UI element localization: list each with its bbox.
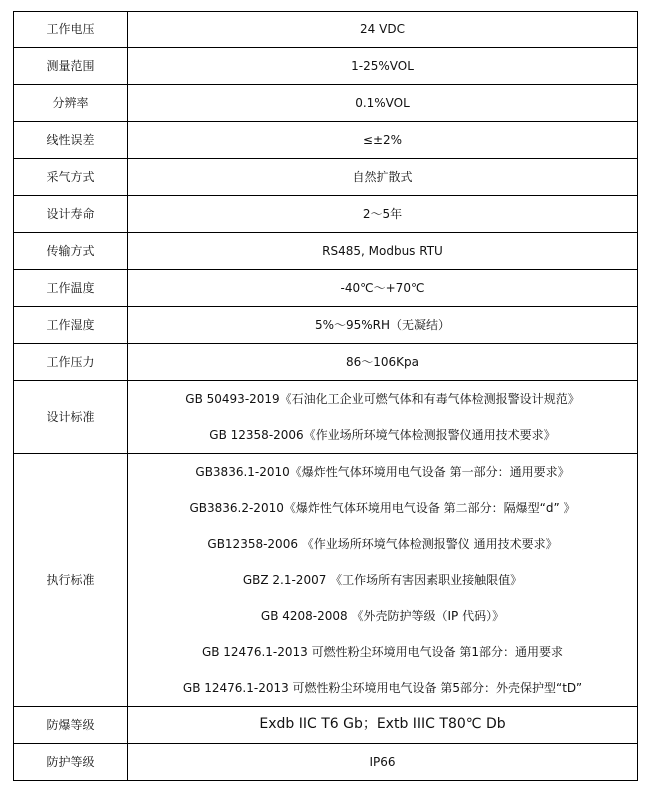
table-row bbox=[14, 122, 638, 159]
row-value: 2～5年 bbox=[128, 196, 638, 233]
standard-line: GB 12476.1-2013 可燃性粉尘环境用电气设备 第5部分：外壳保护型“tD” bbox=[182, 680, 583, 695]
row-value: -40℃～+70℃ bbox=[128, 270, 638, 307]
row-label: 工作压力 bbox=[14, 344, 128, 381]
row-label: 执行标准 bbox=[14, 454, 128, 707]
row-value: 0.1%VOL bbox=[128, 85, 638, 122]
row-label: 防护等级 bbox=[14, 744, 128, 781]
row-value: 自然扩散式 bbox=[128, 159, 638, 196]
standard-line: GB 50493-2019《石油化工企业可燃气体和有毒气体检测报警设计规范》 bbox=[185, 391, 580, 406]
standard-line: GB 12476.1-2013 可燃性粉尘环境用电气设备 第1部分：通用要求 bbox=[201, 644, 564, 659]
design-standard-list bbox=[128, 381, 638, 454]
table-row bbox=[14, 85, 638, 122]
standard-line: GB12358-2006 《作业场所环境气体检测报警仪 通用技术要求》 bbox=[207, 536, 558, 551]
explosion-grade-value: Exdb IIC T6 Gb；Extb IIIC T80℃ Db bbox=[128, 707, 638, 744]
row-value: 5%～95%RH（无凝结） bbox=[128, 307, 638, 344]
table-row bbox=[14, 12, 638, 48]
table-row bbox=[14, 196, 638, 233]
row-label: 设计寿命 bbox=[14, 196, 128, 233]
exec-standard-row bbox=[14, 454, 638, 707]
standard-line: GB3836.2-2010《爆炸性气体环境用电气设备 第二部分：隔爆型“d” 》 bbox=[189, 500, 576, 515]
table-row bbox=[14, 307, 638, 344]
standard-line: GB 4208-2008 《外壳防护等级（IP 代码）》 bbox=[260, 608, 505, 623]
standard-line: GB 12358-2006《作业场所环境气体检测报警仪通用技术要求》 bbox=[209, 427, 556, 442]
row-value: RS485, Modbus RTU bbox=[128, 233, 638, 270]
row-label: 传输方式 bbox=[14, 233, 128, 270]
row-label: 测量范围 bbox=[14, 48, 128, 85]
protection-grade-row bbox=[14, 744, 638, 781]
explosion-grade-row bbox=[14, 707, 638, 744]
standard-line: GB3836.1-2010《爆炸性气体环境用电气设备 第一部分：通用要求》 bbox=[195, 464, 570, 479]
standard-line: GBZ 2.1-2007 《工作场所有害因素职业接触限值》 bbox=[242, 572, 523, 587]
design-standard-row bbox=[14, 381, 638, 454]
row-value: 1-25%VOL bbox=[128, 48, 638, 85]
row-label: 设计标准 bbox=[14, 381, 128, 454]
row-label: 线性误差 bbox=[14, 122, 128, 159]
table-row bbox=[14, 159, 638, 196]
row-value: 24 VDC bbox=[128, 12, 638, 48]
table-row bbox=[14, 270, 638, 307]
row-label: 防爆等级 bbox=[14, 707, 128, 744]
row-label: 工作湿度 bbox=[14, 307, 128, 344]
table-row bbox=[14, 48, 638, 85]
table-row bbox=[14, 344, 638, 381]
row-label: 分辨率 bbox=[14, 85, 128, 122]
table-row bbox=[14, 233, 638, 270]
row-label: 工作电压 bbox=[14, 12, 128, 48]
spec-table bbox=[13, 11, 638, 781]
row-value: ≤±2% bbox=[128, 122, 638, 159]
row-label: 工作温度 bbox=[14, 270, 128, 307]
exec-standard-list bbox=[128, 454, 638, 707]
row-label: 采气方式 bbox=[14, 159, 128, 196]
protection-grade-value: IP66 bbox=[128, 744, 638, 781]
row-value: 86～106Kpa bbox=[128, 344, 638, 381]
